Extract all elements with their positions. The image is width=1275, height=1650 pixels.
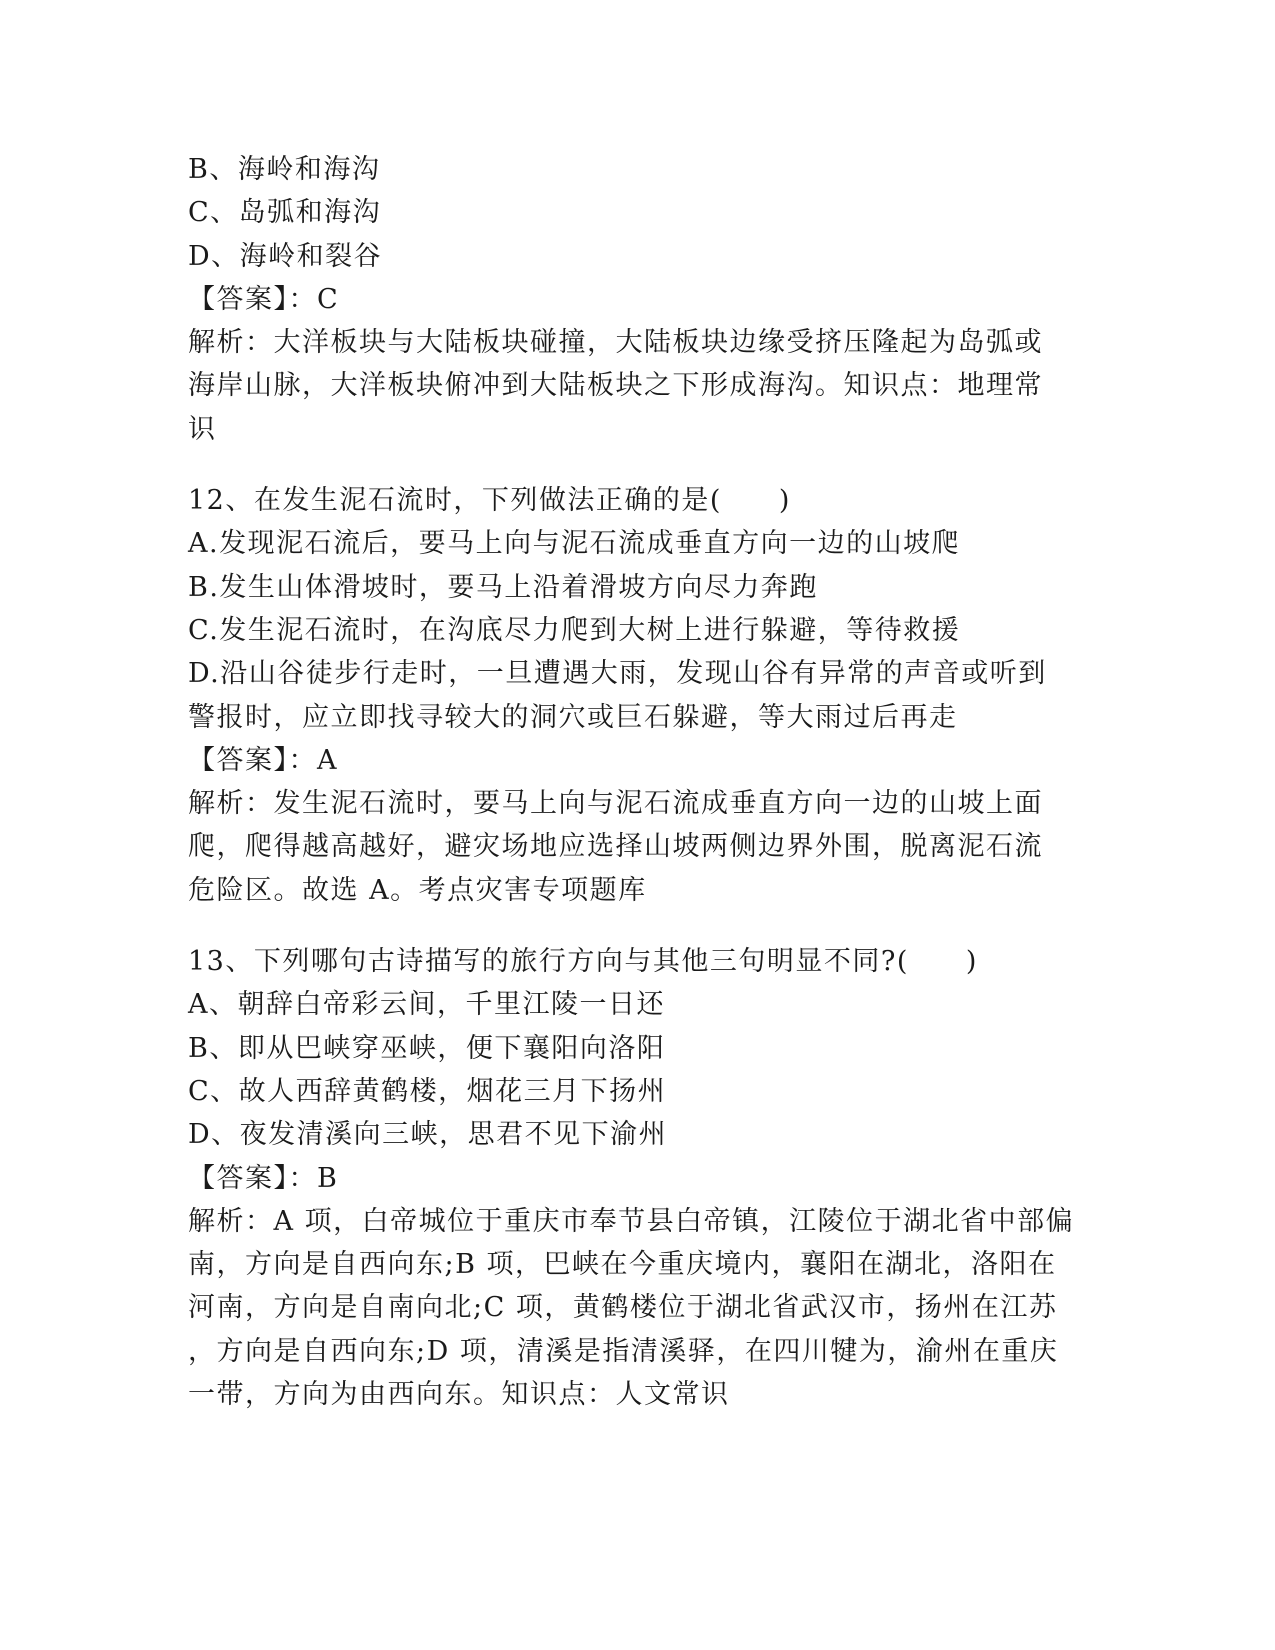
question-stem: 12、在发生泥石流时，下列做法正确的是( ) — [188, 485, 791, 517]
option-d-continued: 警报时，应立即找寻较大的洞穴或巨石躲避，等大雨过后再走 — [188, 701, 958, 733]
analysis-line: 解析：发生泥石流时，要马上向与泥石流成垂直方向一边的山坡上面 — [188, 788, 1043, 820]
question-block-11 — [188, 148, 1088, 451]
document-page — [188, 148, 1088, 1416]
analysis-line: 南，方向是自西向东;B 项，巴峡在今重庆境内，襄阳在湖北，洛阳在 — [188, 1249, 1057, 1281]
analysis-line: 爬，爬得越高越好，避灾场地应选择山坡两侧边界外围，脱离泥石流 — [188, 831, 1043, 863]
option-d: D、夜发清溪向三峡，思君不见下渝州 — [188, 1119, 668, 1151]
analysis-line: 河南，方向是自南向北;C 项，黄鹤楼位于湖北省武汉市，扬州在江苏 — [188, 1292, 1058, 1324]
answer-line: 【答案】：A — [188, 744, 338, 776]
option-a: A.发现泥石流后，要马上向与泥石流成垂直方向一边的山坡爬 — [188, 528, 961, 560]
question-stem: 13、下列哪句古诗描写的旅行方向与其他三句明显不同?( ) — [188, 946, 978, 978]
option-b: B、海岭和海沟 — [188, 154, 381, 185]
analysis-line: ，方向是自西向东;D 项，清溪是指清溪驿，在四川犍为，渝州在重庆 — [188, 1335, 1059, 1367]
option-a: A、朝辞白帝彩云间，千里江陵一日还 — [188, 989, 665, 1021]
analysis-line: 解析：A 项，白帝城位于重庆市奉节县白帝镇，江陵位于湖北省中部偏 — [188, 1205, 1075, 1237]
question-block-12 — [188, 479, 1088, 912]
option-c: C、故人西辞黄鹤楼，烟花三月下扬州 — [188, 1075, 667, 1107]
analysis-line: 危险区。故选 A。考点灾害专项题库 — [188, 874, 647, 906]
option-c: C.发生泥石流时，在沟底尽力爬到大树上进行躲避，等待救援 — [188, 614, 961, 646]
option-b: B.发生山体滑坡时，要马上沿着滑坡方向尽力奔跑 — [188, 571, 818, 603]
analysis-line: 海岸山脉，大洋板块俯冲到大陆板块之下形成海沟。知识点：地理常 — [188, 370, 1043, 402]
option-d: D.沿山谷徒步行走时，一旦遭遇大雨，发现山谷有异常的声音或听到 — [188, 658, 1047, 690]
answer-line: 【答案】：C — [188, 283, 340, 315]
option-d: D、海岭和裂谷 — [188, 240, 383, 272]
analysis-line: 一带，方向为由西向东。知识点：人文常识 — [188, 1379, 730, 1411]
analysis-line: 解析：大洋板块与大陆板块碰撞，大陆板块边缘受挤压隆起为岛弧或 — [188, 327, 1043, 359]
analysis-line: 识 — [188, 413, 217, 445]
answer-line: 【答案】：B — [188, 1162, 339, 1194]
option-b: B、即从巴峡穿巫峡，便下襄阳向洛阳 — [188, 1032, 666, 1064]
option-c: C、岛弧和海沟 — [188, 197, 382, 229]
question-block-13 — [188, 940, 1088, 1416]
